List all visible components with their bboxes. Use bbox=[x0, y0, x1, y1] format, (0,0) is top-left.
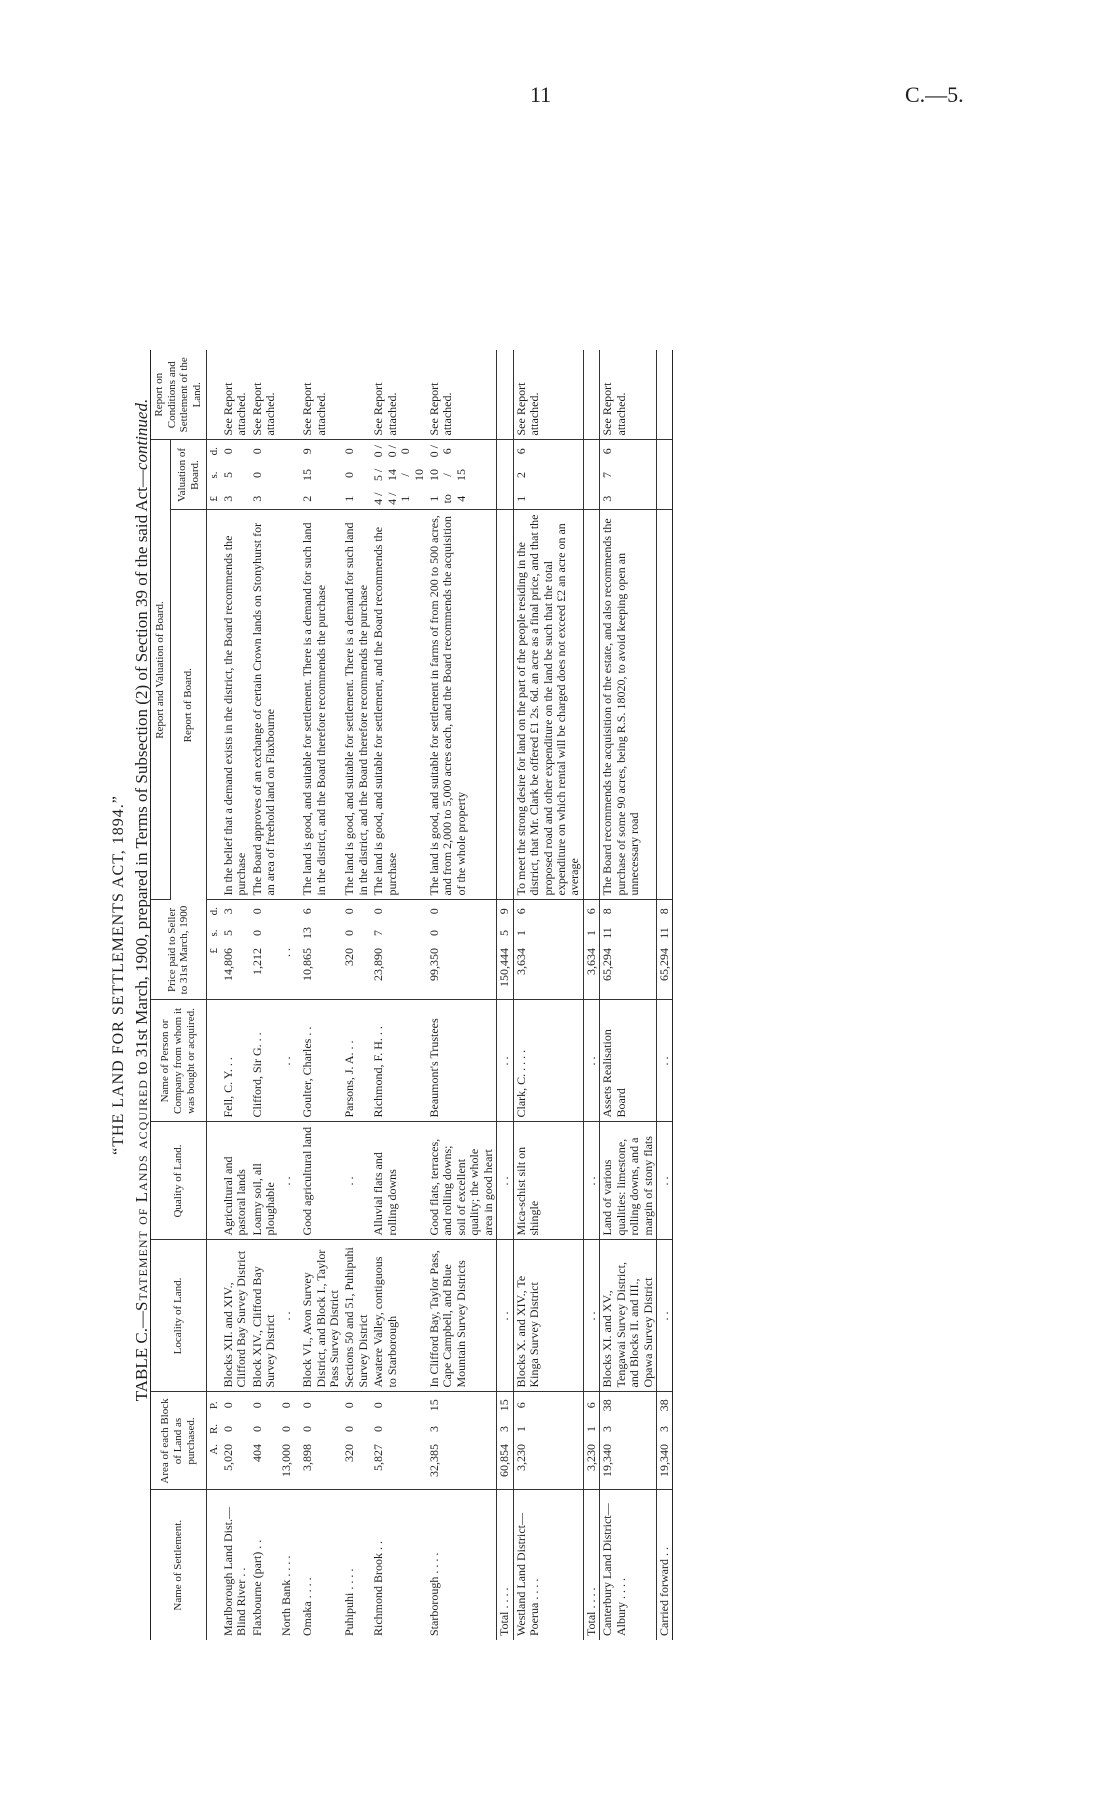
dot-leader: . . bbox=[249, 1539, 264, 1552]
area-acres: 5,827 bbox=[371, 1440, 427, 1490]
area-perches: 0 bbox=[220, 1402, 235, 1409]
table-row bbox=[342, 350, 371, 1640]
total-quality-dots: . . bbox=[497, 1122, 513, 1240]
valuation-pence: 0 / 0 / 0 bbox=[371, 445, 413, 458]
settlement-name: North Bank . . bbox=[278, 1567, 293, 1636]
dot-leader: . . bbox=[497, 1587, 512, 1600]
price-pence: 6 bbox=[300, 908, 315, 915]
quality: . . bbox=[342, 1122, 371, 1240]
locality: . . bbox=[279, 1240, 294, 1392]
page-number: 11 bbox=[530, 82, 552, 107]
board-report: The land is good, and suitable for settlement, and the Board recommends the purchase bbox=[371, 510, 427, 900]
header-conditions: Report on Conditions and Settlement of the Land. bbox=[151, 350, 207, 440]
total-locality-dots: . . bbox=[583, 1240, 599, 1392]
conditions-report: See Report attached. bbox=[371, 350, 427, 440]
carried-price-pounds: 65,294 bbox=[657, 944, 673, 1000]
total-price-shillings: 5 bbox=[497, 922, 513, 944]
dot-leader: . . bbox=[527, 1578, 542, 1591]
conditions-report: See Report attached. bbox=[600, 350, 657, 440]
carried-perches: 38 bbox=[657, 1392, 673, 1418]
area-perches: 0 bbox=[278, 1402, 293, 1409]
area-roods: 0 bbox=[278, 1426, 293, 1432]
valuation-pounds: 1 bbox=[342, 488, 371, 510]
valuation-pounds: 2 bbox=[300, 488, 342, 510]
price-shillings: 0 bbox=[249, 930, 264, 936]
seller: Clark, C. . . . . bbox=[513, 1000, 583, 1122]
price-pence: 8 bbox=[600, 908, 615, 915]
header-locality: Locality of Land. bbox=[151, 1240, 207, 1392]
seller: Fell, C. Y. . . bbox=[221, 1000, 250, 1122]
rotated-table-page bbox=[110, 130, 1020, 1670]
settlement-name: Starborough . . bbox=[427, 1564, 441, 1636]
table-row bbox=[250, 350, 279, 1640]
price-shillings: 0 bbox=[427, 930, 441, 936]
valuation-shillings: 0 bbox=[342, 472, 357, 478]
area-perches: 15 bbox=[427, 1399, 441, 1412]
table-row bbox=[279, 350, 294, 1640]
price-shillings: 7 bbox=[371, 930, 386, 936]
valuation-pence: 0 / 6 bbox=[427, 445, 455, 458]
area-roods: 3 bbox=[427, 1426, 441, 1432]
total-roods: 3 bbox=[497, 1418, 513, 1440]
dot-leader: . . bbox=[427, 1552, 441, 1565]
total-locality-dots: . . bbox=[497, 1240, 513, 1392]
area-roods: 0 bbox=[249, 1426, 264, 1432]
board-report: The land is good, and suitable for settlement. There is a demand for such land in the district, and the Board therefore recommends the purchase bbox=[300, 510, 342, 900]
carried-forward-label: Carried forward . . bbox=[657, 1547, 671, 1636]
total-roods: 1 bbox=[583, 1418, 599, 1440]
header-area: Area of each Block of Land as purchased. bbox=[151, 1392, 207, 1490]
price-pence: 0 bbox=[427, 908, 441, 915]
price-pounds: 10,865 bbox=[300, 944, 342, 1000]
board-report: In the belief that a demand exists in the district, the Board recommends the purchase bbox=[221, 510, 250, 900]
carried-price-pence: 8 bbox=[657, 900, 673, 922]
unit-perches: P. bbox=[207, 1401, 220, 1410]
conditions-report bbox=[342, 350, 371, 440]
locality: Sections 50 and 51, Puhipuhi Survey District bbox=[342, 1240, 371, 1392]
price-pounds: 14,806 bbox=[221, 944, 250, 1000]
table-row bbox=[300, 350, 342, 1640]
act-title: “THE LAND FOR SETTLEMENTS ACT, 1894.” bbox=[110, 795, 127, 1155]
price-pounds: 3,634 bbox=[513, 944, 583, 1000]
dot-leader: . . bbox=[234, 1567, 249, 1580]
conditions-report: See Report attached. bbox=[300, 350, 342, 440]
seller: . . bbox=[279, 1000, 294, 1122]
price-pence: 0 bbox=[371, 908, 386, 915]
valuation-shillings: 15 bbox=[300, 469, 315, 481]
total-label: Total . . bbox=[497, 1599, 512, 1636]
quality: Good agricultural land bbox=[300, 1122, 342, 1240]
units-row bbox=[206, 350, 221, 1640]
caption-lead: TABLE C.— bbox=[132, 1311, 151, 1402]
total-quality-dots: . . bbox=[583, 1122, 599, 1240]
settlement-name: Blind River bbox=[234, 1579, 249, 1636]
table-row bbox=[371, 350, 427, 1640]
quality: Good flats, terraces, and rolling downs; soil of excellent quality; the whole area in good heart bbox=[427, 1122, 497, 1240]
unit-acres: A. bbox=[206, 1440, 221, 1490]
price-shillings: 5 bbox=[220, 930, 235, 936]
quality: Mica-schist silt on shingle bbox=[513, 1122, 583, 1240]
header-price: Price paid to Seller to 31st March, 1900 bbox=[151, 900, 207, 1000]
area-perches: 0 bbox=[300, 1402, 315, 1409]
settlement-name: Richmond Brook bbox=[371, 1553, 386, 1636]
price-pounds: 99,350 bbox=[427, 944, 497, 1000]
dot-leader: . . bbox=[613, 1578, 628, 1590]
seller: Goulter, Charles . . bbox=[300, 1000, 342, 1122]
dot-leader: . . bbox=[342, 1568, 357, 1581]
price-pence: 0 bbox=[342, 908, 357, 915]
price-shillings: 13 bbox=[300, 927, 315, 939]
caption-rest: to 31st March, 1900, prepared in Terms of Subsection (2) of Section 39 of the said Act— bbox=[132, 470, 151, 1080]
table-caption bbox=[132, 130, 152, 1670]
valuation-shillings: 5 / 14 / 10 bbox=[371, 468, 426, 482]
area-roods: 3 bbox=[600, 1426, 615, 1432]
valuation-pence: 0 bbox=[220, 448, 235, 455]
price-shillings: 11 bbox=[600, 927, 615, 939]
dot-leader: . . bbox=[583, 1587, 598, 1600]
valuation-pounds: 3 bbox=[221, 488, 250, 510]
total-price-pounds: 150,444 bbox=[497, 944, 513, 1000]
total-seller-dots: . . bbox=[583, 1000, 599, 1122]
conditions-report: See Report attached. bbox=[221, 350, 250, 440]
total-seller-dots: . . bbox=[497, 1000, 513, 1122]
valuation-shillings: 5 bbox=[220, 472, 235, 478]
valuation-shillings: 10 / 15 bbox=[427, 469, 468, 481]
area-acres: 320 bbox=[342, 1440, 371, 1490]
district-label: Westland Land District— bbox=[513, 1512, 528, 1636]
locality: Awatere Valley, contiguous to Starborough bbox=[371, 1240, 427, 1392]
settlement-name: Omaka . . bbox=[300, 1589, 315, 1636]
board-report: To meet the strong desire for land on the part of the people residing in the district, that Mr. Clark be offered £1 2s. 6d. an acre as a final price, and that the proposed road and other expenditure on the land be such that the total expenditure on which rental will be charged does not exceed £2 an acre on an average bbox=[513, 510, 583, 900]
table-row bbox=[600, 350, 657, 1640]
district-label: Canterbury Land District— bbox=[600, 1503, 615, 1636]
valuation-pounds: 1 bbox=[513, 488, 583, 510]
price-shillings: 0 bbox=[342, 930, 357, 936]
area-perches: 0 bbox=[342, 1402, 357, 1409]
area-perches: 0 bbox=[371, 1402, 386, 1409]
board-report: The Board approves of an exchange of certain Crown lands on Stonyhurst for an area of freehold land on Flaxbourne bbox=[250, 510, 279, 900]
total-label: Total . . bbox=[583, 1599, 598, 1636]
total-price-pence: 6 bbox=[583, 900, 599, 922]
area-roods: 0 bbox=[342, 1426, 357, 1432]
unit-val-pounds: £ bbox=[206, 488, 221, 510]
carried-price-shillings: 11 bbox=[657, 922, 673, 944]
table-row bbox=[513, 350, 583, 1640]
quality: Loamy soil, all ploughable bbox=[250, 1122, 279, 1240]
price-pence: 0 bbox=[249, 908, 264, 915]
header-report: Report of Board. bbox=[171, 510, 206, 900]
quality: . . bbox=[279, 1122, 294, 1240]
header-quality: Quality of Land. bbox=[151, 1122, 207, 1240]
carried-seller-dots: . . bbox=[657, 1000, 673, 1122]
board-report: The land is good, and suitable for settlement in farms of from 200 to 500 acres, and from 2,000 to 5,000 acres each, and the Board recommends the acquisition of the whole property bbox=[427, 510, 497, 900]
area-perches: 6 bbox=[513, 1402, 528, 1409]
valuation-pence: 6 bbox=[600, 448, 615, 455]
district-label: Marlborough Land Dist.— bbox=[220, 1507, 235, 1636]
area-perches: 0 bbox=[249, 1402, 264, 1409]
area-acres: 3,898 bbox=[300, 1440, 342, 1490]
price-pence: 6 bbox=[513, 908, 528, 915]
dot-leader: . . bbox=[371, 1541, 386, 1553]
area-acres: 32,385 bbox=[427, 1440, 497, 1490]
document-reference: C.—5. bbox=[905, 82, 964, 107]
valuation-shillings: 7 bbox=[600, 472, 615, 478]
unit-pounds: £ bbox=[206, 944, 221, 1000]
seller: Clifford, Sir G. . . bbox=[250, 1000, 279, 1122]
price-pounds: 23,890 bbox=[371, 944, 427, 1000]
dot-leader: . . bbox=[300, 1577, 315, 1590]
valuation-shillings: 0 bbox=[249, 472, 264, 478]
locality: Blocks XI. and XV., Tengawai Survey District, and Blocks II. and III., Opawa Survey District bbox=[600, 1240, 657, 1392]
total-row bbox=[497, 350, 513, 1640]
settlement-lands-table bbox=[150, 350, 673, 1640]
valuation-pounds: 3 bbox=[600, 488, 657, 510]
valuation-pence: 9 bbox=[300, 448, 315, 455]
valuation-pence: 0 bbox=[342, 448, 357, 455]
board-report: The Board recommends the acquisition of the estate, and also recommends the purchase of some 90 acres, being R.S. 18020, to avoid keeping open an unnecessary road bbox=[600, 510, 657, 900]
valuation-shillings: 2 bbox=[513, 472, 528, 478]
conditions-report: See Report attached. bbox=[250, 350, 279, 440]
area-acres: 5,020 bbox=[221, 1440, 250, 1490]
quality: Alluvial flats and rolling downs bbox=[371, 1122, 427, 1240]
area-roods: 1 bbox=[513, 1426, 528, 1432]
total-price-pounds: 3,634 bbox=[583, 944, 599, 1000]
locality: In Clifford Bay, Taylor Pass, Cape Campbell, and Blue Mountain Survey Districts bbox=[427, 1240, 497, 1392]
total-perches: 6 bbox=[583, 1392, 599, 1418]
area-acres: 19,340 bbox=[600, 1440, 657, 1490]
settlement-name: Poerua . . bbox=[527, 1590, 542, 1636]
conditions-report: See Report attached. bbox=[513, 350, 583, 440]
board-report: The land is good, and suitable for settlement. There is a demand for such land in the district, and the Board therefore recommends the purchase bbox=[342, 510, 371, 900]
total-perches: 15 bbox=[497, 1392, 513, 1418]
valuation-pence: 0 bbox=[249, 448, 264, 455]
price-shillings: 1 bbox=[513, 930, 528, 936]
total-row bbox=[583, 350, 599, 1640]
header-valuation: Valuation of Board. bbox=[171, 440, 206, 510]
table-row bbox=[221, 350, 250, 1640]
dot-leader: . . bbox=[278, 1555, 293, 1568]
price-pounds: 1,212 bbox=[250, 944, 279, 1000]
unit-roods: R. bbox=[207, 1423, 220, 1435]
price-pounds: 320 bbox=[342, 944, 371, 1000]
caption-continued: continued. bbox=[132, 398, 151, 471]
carried-roods: 3 bbox=[657, 1418, 673, 1440]
total-price-pence: 9 bbox=[497, 900, 513, 922]
area-perches: 38 bbox=[600, 1399, 615, 1412]
header-board-group: Report and Valuation of Board. bbox=[151, 440, 171, 900]
valuation-pounds: 3 bbox=[250, 488, 279, 510]
carried-quality-dots: . . bbox=[657, 1122, 673, 1240]
area-acres: 3,230 bbox=[513, 1440, 583, 1490]
valuation-pence: 6 bbox=[513, 448, 528, 455]
valuation-pounds: 4 / 4 / 1 bbox=[371, 488, 427, 510]
carried-forward-row bbox=[657, 350, 673, 1640]
valuation-pounds: 1 to 4 bbox=[427, 488, 497, 510]
unit-val-pence: d. bbox=[207, 447, 220, 456]
price-pounds: 65,294 bbox=[600, 944, 657, 1000]
carried-locality-dots: . . bbox=[657, 1240, 673, 1392]
header-settlement: Name of Settlement. bbox=[151, 1490, 207, 1640]
settlement-name: Flaxbourne (part) bbox=[249, 1551, 264, 1636]
locality: Block VI., Avon Survey District, and Block I., Taylor Pass Survey District bbox=[300, 1240, 342, 1392]
area-acres: 13,000 bbox=[279, 1440, 294, 1490]
locality: Block XIV., Clifford Bay Survey District bbox=[250, 1240, 279, 1392]
total-acres: 3,230 bbox=[583, 1440, 599, 1490]
seller: Parsons, J. A. . . bbox=[342, 1000, 371, 1122]
total-price-shillings: 1 bbox=[583, 922, 599, 944]
unit-val-shillings: s. bbox=[207, 471, 220, 479]
caption-smallcaps: Statement of Lands acquired bbox=[132, 1079, 151, 1311]
locality: Blocks X. and XIV., Te Kinga Survey District bbox=[513, 1240, 583, 1392]
header-seller: Name of Person or Company from whom it was bought or acquired. bbox=[151, 1000, 207, 1122]
settlement-name: Puhipuhi . . bbox=[342, 1580, 357, 1636]
conditions-report: See Report attached. bbox=[427, 350, 497, 440]
price-pounds: . . bbox=[279, 944, 294, 1000]
seller: Assets Realisation Board bbox=[600, 1000, 657, 1122]
carried-acres: 19,340 bbox=[657, 1440, 673, 1490]
area-roods: 0 bbox=[220, 1426, 235, 1432]
area-roods: 0 bbox=[371, 1426, 386, 1432]
area-acres: 404 bbox=[250, 1440, 279, 1490]
seller: Richmond, F. H. . . bbox=[371, 1000, 427, 1122]
area-roods: 0 bbox=[300, 1426, 315, 1432]
total-acres: 60,854 bbox=[497, 1440, 513, 1490]
price-pence: 3 bbox=[220, 908, 235, 915]
table-row bbox=[427, 350, 497, 1640]
unit-pence: d. bbox=[207, 907, 220, 916]
quality: Agricultural and pastoral lands bbox=[221, 1122, 250, 1240]
locality: Blocks XII. and XIV., Clifford Bay Survey District bbox=[221, 1240, 250, 1392]
settlement-name: Albury . . bbox=[613, 1590, 628, 1636]
quality: Land of various qualities: limestone, rolling downs, and a margin of stony flats bbox=[600, 1122, 657, 1240]
unit-shillings: s. bbox=[207, 929, 220, 937]
seller: Beaumont's Trustees bbox=[427, 1000, 497, 1122]
